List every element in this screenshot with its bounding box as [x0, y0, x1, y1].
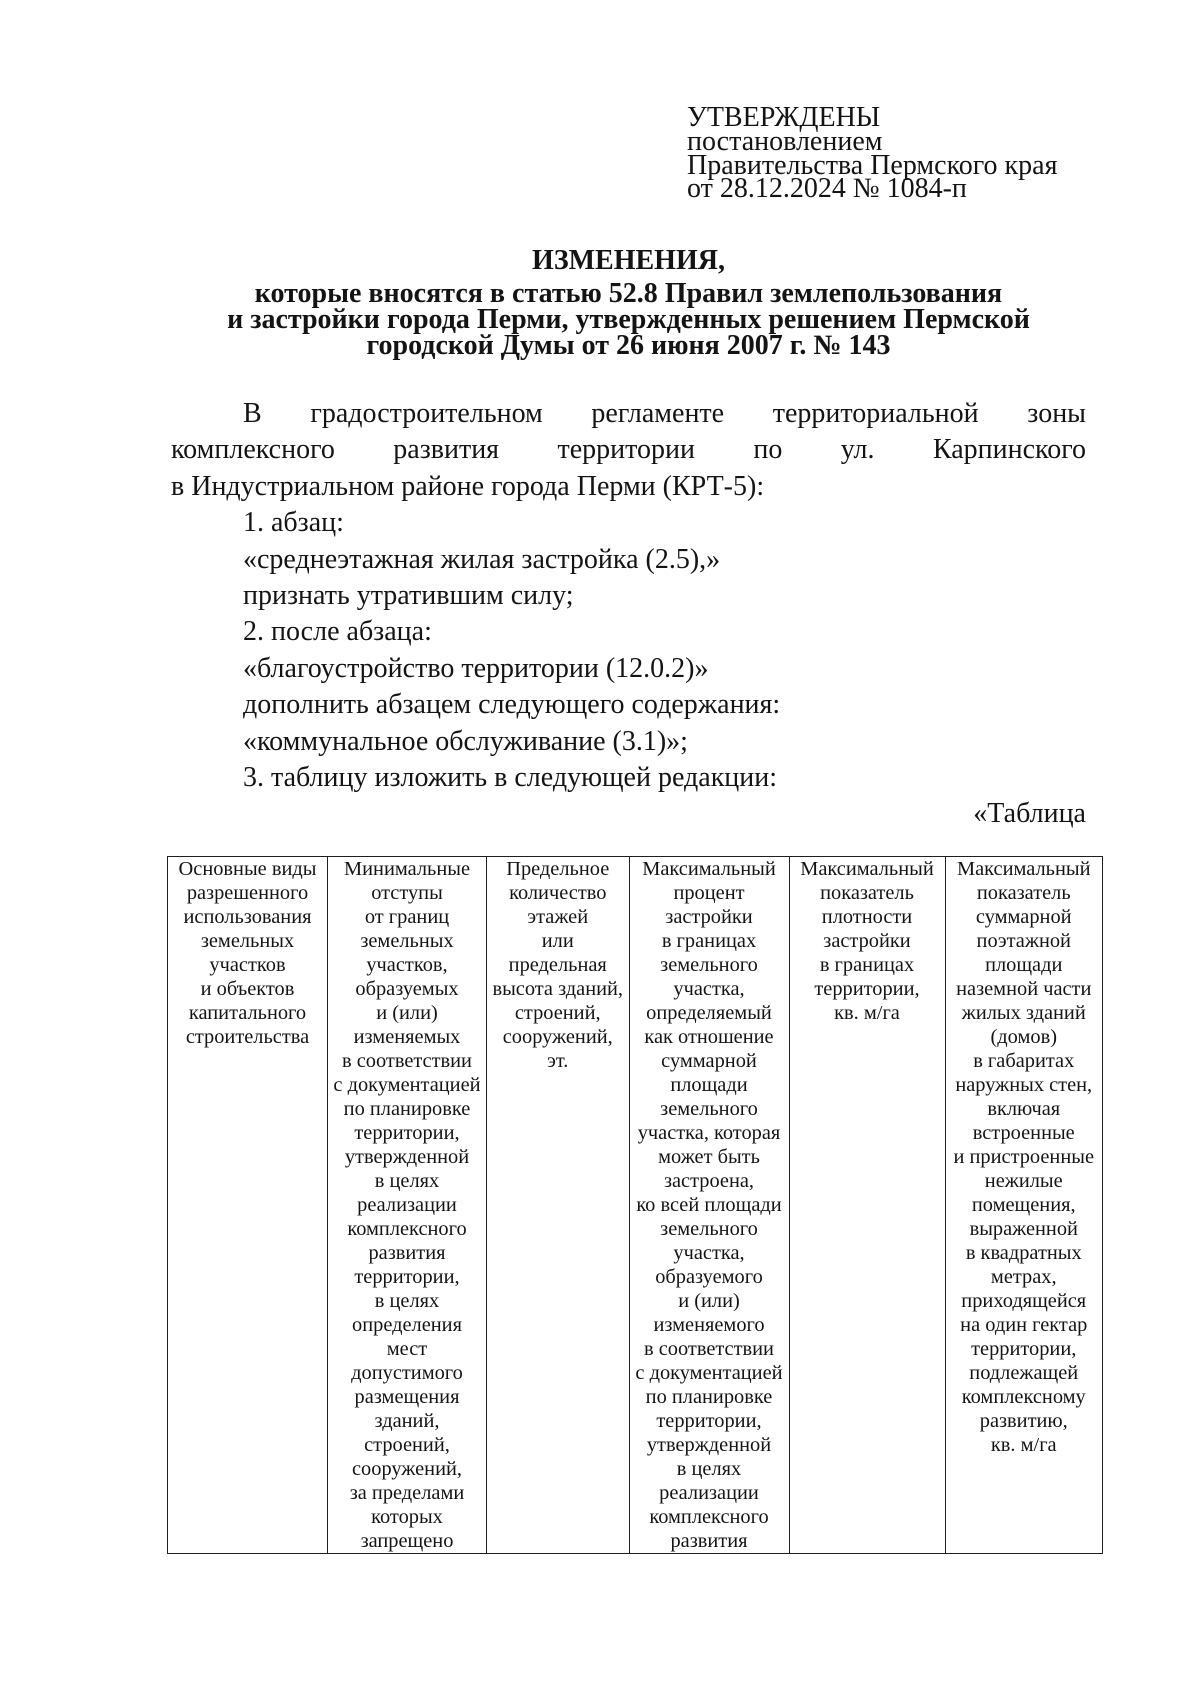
header-cell-line: встроенные: [972, 1122, 1075, 1144]
header-cell-max-floor-area: [945, 857, 1103, 1554]
header-cell-line: строений,: [514, 1002, 601, 1024]
intro-line: комплексного развития территории по ул. Карпинского: [171, 434, 1086, 466]
header-cell-line: зданий,: [374, 1410, 440, 1432]
header-cell-line: застройки: [665, 906, 753, 928]
header-cell-line: в границах: [661, 930, 757, 952]
header-cell-max-density: [789, 857, 945, 1554]
header-cell-line: в соответствии: [342, 1050, 472, 1072]
header-cell-line: капитального: [188, 1002, 307, 1024]
header-cell-line: в целях: [676, 1458, 742, 1480]
header-cell-line: которых: [371, 1506, 443, 1528]
header-cell-line: (домов): [990, 1026, 1057, 1048]
approval-title: УТВЕРЖДЕНЫ: [687, 102, 881, 133]
header-cell-line: помещения,: [971, 1194, 1076, 1216]
approval-line: Правительства Пермского края: [687, 149, 1058, 181]
header-cell-line: строений,: [364, 1434, 450, 1456]
subtitle-line: которые вносятся в статью 52.8 Правил землепользования: [254, 278, 1003, 309]
header-cell-line: запрещено: [360, 1530, 454, 1552]
header-cell-min-setbacks: [328, 857, 487, 1554]
header-cell-line: и (или): [678, 1290, 740, 1312]
header-cell-line: в целях: [374, 1290, 440, 1312]
header-cell-line: плотности: [821, 906, 913, 928]
header-cell-line: как отношение: [644, 1026, 774, 1048]
approval-line: постановлением: [687, 125, 883, 157]
header-cell-line: наружных стен,: [955, 1074, 1093, 1096]
header-cell-line: земельного: [660, 954, 758, 976]
table-header-row: [168, 857, 1103, 1554]
header-cell-line: строительства: [185, 1026, 310, 1048]
header-cell-line: процент: [673, 882, 745, 904]
header-cell-max-coverage: [629, 857, 789, 1554]
header-cell-line: сооружений,: [502, 1026, 613, 1048]
header-cell-line: метрах,: [990, 1266, 1057, 1288]
header-cell-line: на один гектар: [960, 1314, 1088, 1336]
header-cell-max-floors: [487, 857, 630, 1554]
header-cell-line: подлежащей: [969, 1362, 1079, 1384]
approval-block: [687, 102, 1058, 205]
amendment-line: «коммунальное обслуживание (3.1)»;: [243, 725, 688, 757]
header-cell-line: по планировке: [645, 1386, 773, 1408]
header-cell-line: площади: [670, 1074, 748, 1096]
header-cell-line: количество: [509, 882, 607, 904]
header-cell-line: суммарной: [661, 1050, 757, 1072]
amendment-line: дополнить абзацем следующего содержания:: [243, 689, 781, 721]
header-cell-line: жилых зданий: [961, 1002, 1086, 1024]
intro-line: в Индустриальном районе города Перми (КРТ-5):: [171, 470, 765, 502]
header-cell-line: в габаритах: [973, 1050, 1075, 1072]
header-cell-line: изменяемого: [653, 1314, 765, 1336]
header-cell-line: образуемого: [655, 1266, 763, 1288]
header-cell-line: земельного: [660, 1098, 758, 1120]
header-cell-line: наземной части: [956, 978, 1092, 1000]
header-cell-line: суммарной: [975, 906, 1072, 928]
header-cell-line: утвержденной: [646, 1434, 772, 1456]
header-cell-line: застройки: [823, 930, 911, 952]
header-cell-line: приходящейся: [961, 1290, 1087, 1312]
header-cell-line: может быть: [658, 1146, 760, 1168]
header-cell-line: утвержденной: [344, 1146, 470, 1168]
table-caption: «Таблица: [973, 798, 1086, 830]
document-body: [171, 396, 1086, 833]
header-cell-line: комплексному: [961, 1386, 1086, 1408]
regulation-table: [167, 856, 1103, 1554]
header-cell-line: территории,: [814, 978, 920, 1000]
header-cell-line: ко всей площади: [636, 1194, 782, 1216]
header-cell-line: в целях: [374, 1170, 440, 1192]
header-cell-line: и объектов: [200, 978, 295, 1000]
header-cell-line: допустимого: [351, 1362, 463, 1384]
header-cell-line: этажей: [527, 906, 589, 928]
header-cell-line: Предельное: [506, 858, 610, 880]
header-cell-line: развития: [670, 1530, 748, 1552]
header-cell-line: Максимальный: [956, 858, 1091, 880]
header-cell-line: застроена,: [663, 1170, 755, 1192]
header-cell-line: в границах: [819, 954, 915, 976]
header-cell-line: или: [541, 930, 574, 952]
header-cell-line: нежилые: [984, 1170, 1063, 1192]
intro-line: В градостроительном регламенте территориальной зоны: [243, 398, 1086, 429]
header-cell-line: эт.: [547, 1050, 569, 1072]
amendment-line: признать утратившим силу;: [243, 580, 574, 612]
header-cell-line: развитию,: [979, 1410, 1068, 1432]
header-cell-line: изменяемых: [353, 1026, 461, 1048]
header-cell-line: определяемый: [646, 1002, 772, 1024]
header-cell-line: территории,: [354, 1122, 460, 1144]
header-cell-line: по планировке: [343, 1098, 471, 1120]
header-cell-line: Максимальный: [800, 858, 934, 880]
header-cell-line: территории,: [971, 1338, 1077, 1360]
subtitle-line: и застройки города Перми, утвержденных решением Пермской: [227, 304, 1030, 335]
header-cell-line: земельных: [200, 930, 295, 952]
header-cell-line: участка,: [673, 978, 745, 1000]
header-cell-line: и пристроенные: [953, 1146, 1094, 1168]
header-cell-line: от границ: [364, 906, 450, 928]
amendment-line: 1. абзац:: [243, 507, 344, 539]
document-subtitle: [171, 278, 1086, 361]
header-cell-line: реализации: [659, 1482, 759, 1504]
header-cell-line: комплексного: [347, 1218, 467, 1240]
header-cell-line: Основные виды: [178, 858, 317, 880]
approval-line: от 28.12.2024 № 1084-п: [687, 173, 967, 205]
header-cell-line: за пределами: [349, 1482, 465, 1504]
subtitle-line: городской Думы от 26 июня 2007 г. № 143: [366, 330, 891, 361]
header-cell-line: использования: [183, 906, 312, 928]
header-cell-line: в квадратных: [965, 1242, 1082, 1264]
header-cell-line: включая: [987, 1098, 1061, 1120]
header-cell-line: в соответствии: [644, 1338, 774, 1360]
header-cell-line: комплексного: [649, 1506, 769, 1528]
header-cell-line: отступы: [371, 882, 443, 904]
header-cell-line: и (или): [376, 1002, 438, 1024]
header-cell-line: Максимальный: [642, 858, 776, 880]
header-cell-line: высота зданий,: [492, 978, 624, 1000]
header-cell-line: развития: [368, 1242, 446, 1264]
header-cell-line: кв. м/га: [834, 1002, 900, 1024]
header-cell-line: образуемых: [355, 978, 459, 1000]
header-cell-line: определения: [352, 1314, 462, 1336]
header-cell-line: земельного: [660, 1218, 758, 1240]
header-cell-line: размещения: [354, 1386, 460, 1408]
header-cell-line: территории,: [354, 1266, 460, 1288]
header-cell-line: участка,: [673, 1242, 745, 1264]
amendment-line: «благоустройство территории (12.0.2)»: [243, 652, 709, 684]
header-cell-line: разрешенного: [186, 882, 309, 904]
header-cell-line: предельная: [508, 954, 607, 976]
header-cell-line: участка, которая: [637, 1122, 781, 1144]
header-cell-line: участков,: [366, 954, 448, 976]
header-cell-line: реализации: [357, 1194, 457, 1216]
header-cell-permitted-uses: [168, 857, 328, 1554]
header-cell-line: кв. м/га: [990, 1434, 1057, 1456]
amendment-line: 3. таблицу изложить в следующей редакции:: [243, 762, 778, 794]
header-cell-line: с документацией: [635, 1362, 783, 1384]
header-cell-line: показатель: [820, 882, 914, 904]
header-cell-line: поэтажной: [976, 930, 1071, 952]
amendment-line: 2. после абзаца:: [243, 616, 432, 648]
header-cell-line: территории,: [656, 1410, 762, 1432]
header-cell-line: сооружений,: [352, 1458, 462, 1480]
header-cell-line: показатель: [976, 882, 1071, 904]
header-cell-line: Минимальные: [344, 858, 470, 880]
header-cell-line: участков: [209, 954, 286, 976]
header-cell-line: выраженной: [969, 1218, 1078, 1240]
document-title: ИЗМЕНЕНИЯ,: [532, 245, 725, 276]
header-cell-line: земельных: [360, 930, 454, 952]
header-cell-line: с документацией: [333, 1074, 481, 1096]
header-cell-line: мест: [386, 1338, 428, 1360]
header-cell-line: площади: [985, 954, 1063, 976]
amendment-line: «среднеэтажная жилая застройка (2.5),»: [243, 543, 721, 575]
